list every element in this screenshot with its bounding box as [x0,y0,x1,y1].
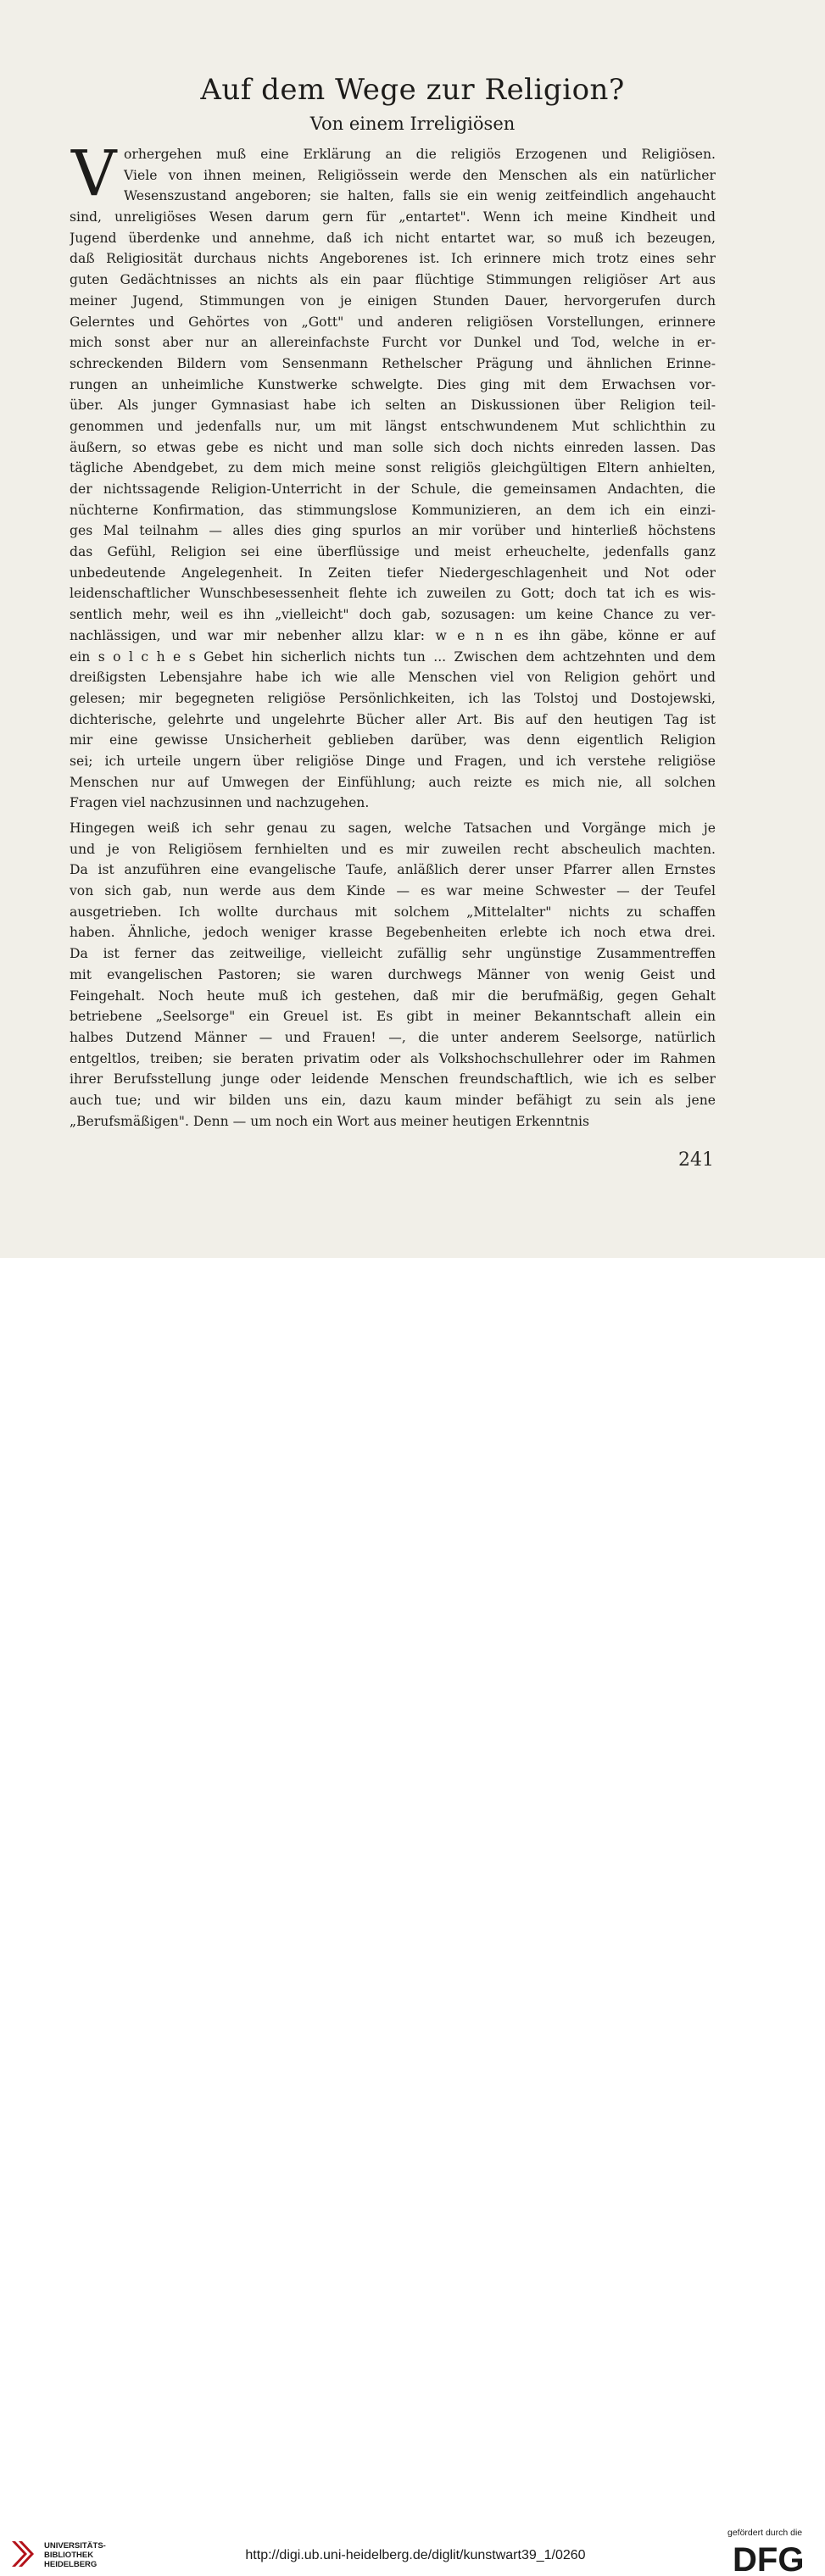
text-line: schreckenden Bildern vom Sensenmann Rethelscher Prägung und ähnlichen Erinne- [70,355,716,371]
text-line: genommen und jedenfalls nur, um mit längst entschwundenem Mut schlichthin zu [70,418,716,434]
text-line: nüchterne Konfirmation, das stimmungslose Kommunizieren, an dem ich ein einzi- [70,502,716,518]
text-line: gelesen; mir begegneten religiöse Persönlichkeiten, ich las Tolstoj und Dostojewski, [70,690,716,706]
text-line: haben. Ähnliche, jedoch weniger krasse Begebenheiten erlebte ich noch etwa drei. [70,925,716,941]
text-line: Hingegen weiß ich sehr genau zu sagen, welche Tatsachen und Vorgänge mich je [70,821,716,836]
text-line: entgeltlos, treiben; sie beraten privatim oder als Volkshochschullehrer oder im Rahmen [70,1050,716,1066]
paragraph-1 [70,137,716,814]
text-line: guten Gedächtnisses an nichts als ein paar flüchtige Stimmungen religiöser Art aus [70,272,716,288]
drop-capital: V [71,137,117,210]
text-line: Jugend überdenke und annehme, daß ich nicht entartet war, so muß ich bezeugen, [70,230,716,246]
dfg-logo-icon [731,2539,816,2576]
text-line: ein s o l c h e s Gebet hin sicherlich nichts tun ... Zwischen dem achtzehnten und dem [70,648,716,665]
text-line: daß Religiosität durchaus nichts Angeborenes ist. Ich erinnere mich trotz eines sehr [70,251,716,267]
text-line: ihrer Berufsstellung junge oder leidende Menschen freundschaftlich, wie ich es selber [70,1071,716,1088]
institution-line: UNIVERSITÄTS- [44,2541,106,2551]
text-line: Gelerntes und Gehörtes von „Gott" und anderen religiösen Vorstellungen, erinnere [70,314,716,330]
text-line: nachlässigen, und war mir nebenher allzu klar: w e n n es ihn gäbe, könne er auf [70,627,716,643]
funding-caption: gefördert durch die [727,2528,803,2538]
institution-name [44,2541,106,2569]
text-line: meiner Jugend, Stimmungen von je einigen Stunden Dauer, hervorgerufen durch [70,292,716,309]
permalink-url[interactable]: http://digi.ub.uni-heidelberg.de/diglit/kunstwart39_1/0260 [245,2548,586,2562]
university-library-logo-icon [10,2540,39,2568]
text-line: auch tue; und wir bilden uns ein, dazu kaum minder befähigt zu sein als jene [70,1092,716,1108]
text-line: sind, unreligiöses Wesen darum gern für „entartet". Wenn ich meine Kindheit und [70,209,716,225]
text-line: mich sonst aber nur an allereinfachste Furcht vor Dunkel und Tod, welche in er- [70,335,716,351]
text-line: „Berufsmäßigen". Denn — um noch ein Wort aus meiner heutigen Erkenntnis [70,1113,590,1129]
text-line: von sich gab, nun werde aus dem Kinde — es war meine Schwester — der Teufel [70,883,716,899]
text-line: Menschen nur auf Umwegen der Einfühlung; auch reizte es mich nie, all solchen [70,774,716,790]
paragraph-2 [70,818,716,1132]
text-line: das Gefühl, Religion sei eine überflüssige und meist erheuchelte, jedenfalls ganz [70,544,716,560]
text-line: Da ist ferner das zeitweilige, vielleicht zufällig sehr ungünstige Zusammentreffen [70,946,716,962]
text-line: betriebene „Seelsorge" ein Greuel ist. Es gibt in meiner Bekanntschaft allein ein [70,1009,716,1025]
text-line: äußern, so etwas gebe es nicht und man solle sich doch nichts einreden lassen. Das [70,439,716,455]
article-body [70,137,716,1136]
text-line: halbes Dutzend Männer — und Frauen! —, die unter anderem Seelsorge, natürlich [70,1029,716,1045]
text-line: über. Als junger Gymnasiast habe ich selten an Diskussionen über Religion teil- [70,398,716,414]
text-line: dreißigsten Lebensjahre habe ich wie alle Menschen viel von Religion gehört und [70,670,716,686]
text-line: der nichtssagende Religion-Unterricht in der Schule, die gemeinsamen Andachten, die [70,481,716,497]
article-title: Auf dem Wege zur Religion? [200,73,625,107]
text-line: rungen an unheimliche Kunstwerke schwelgte. Dies ging mit dem Erwachsen vor- [70,376,716,392]
text-line: Viele von ihnen meinen, Religiössein werde den Menschen als ein natürlicher [124,167,716,183]
scanned-page [0,0,825,1258]
text-line: Fragen viel nachzusinnen und nachzugehen. [70,795,370,811]
article-subtitle: Von einem Irreligiösen [309,114,516,134]
text-line: mit evangelischen Pastoren; sie waren durchwegs Männer von wenig Geist und [70,966,716,982]
text-line: orhergehen muß eine Erklärung an die religiös Erzogenen und Religiösen. [124,147,716,162]
text-line: tägliche Abendgebet, zu dem mich meine sonst religiös gleichgültigen Eltern anhielten, [70,460,716,476]
text-line: ges Mal teilnahm — alles dies ging spurlos an mir vorüber und hinterließ höchstens [70,523,716,539]
text-line: und je von Religiösem fernhielten und es mir zuweilen recht abscheulich machten. [70,841,716,857]
text-line: Da ist anzuführen eine evangelische Taufe, anläßlich derer unser Pfarrer allen Ernstes [70,862,716,878]
text-line: unbedeutende Angelegenheit. In Zeiten tiefer Niedergeschlagenheit und Not oder [70,565,716,581]
text-line: dichterische, gelehrte und ungelehrte Bücher aller Art. Bis auf den heutigen Tag ist [70,711,716,727]
text-line: sentlich mehr, weil es ihn „vielleicht" doch gab, sozusagen: um keine Chance zu ver- [70,607,716,623]
institution-line: HEIDELBERG [44,2560,98,2569]
footer-bar [0,1258,825,2576]
text-line: Feingehalt. Noch heute muß ich gestehen, daß mir die berufmäßig, gegen Gehalt [70,988,716,1004]
text-line: mir eine gewisse Unsicherheit geblieben darüber, was denn eigentlich Religion [70,732,716,748]
text-line: leidenschaftlicher Wunschbesessenheit flehte ich zuweilen zu Gott; doch tat ich es wis- [70,586,716,602]
text-line: Wesenszustand angeboren; sie halten, falls sie ein wenig zeitfeindlich angehaucht [124,188,716,204]
page-number: 241 [678,1149,714,1171]
dfg-logo-text: DFG [733,2541,805,2576]
text-line: ausgetrieben. Ich wollte durchaus mit solchem „Mittelalter" nichts zu schaffen [70,904,716,920]
text-line: sei; ich urteile ungern über religiöse Dinge und Fragen, und ich verstehe religiöse [70,753,716,769]
institution-line: BIBLIOTHEK [44,2551,94,2560]
